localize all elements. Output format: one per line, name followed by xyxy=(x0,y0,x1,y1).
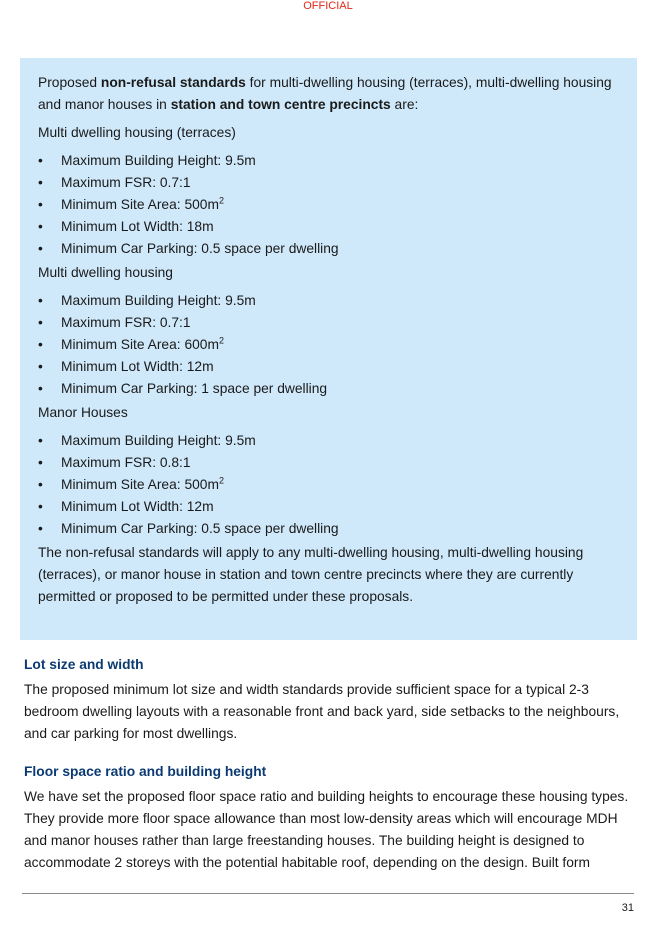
list-item xyxy=(38,290,619,312)
bullet-icon: • xyxy=(38,521,43,536)
list-item-text: Maximum FSR: 0.7:1 xyxy=(61,315,191,330)
group-title-manor-houses: Manor Houses xyxy=(38,405,128,420)
section-heading-fsr-height: Floor space ratio and building height xyxy=(24,764,267,779)
bullet-icon: • xyxy=(38,197,43,212)
list-item xyxy=(38,356,619,378)
list-item xyxy=(38,518,619,540)
list-item xyxy=(38,216,619,238)
bullet-icon: • xyxy=(38,337,43,352)
list-item-text: Minimum Site Area: 500m xyxy=(61,197,219,212)
list-item xyxy=(38,334,619,356)
list-item-text: Maximum Building Height: 9.5m xyxy=(61,293,256,308)
list-item xyxy=(38,312,619,334)
section-heading-lot-size: Lot size and width xyxy=(24,657,144,672)
list-item-text: Minimum Lot Width: 12m xyxy=(61,499,214,514)
list-item-text: Maximum FSR: 0.8:1 xyxy=(61,455,191,470)
standards-callout-box xyxy=(20,58,637,640)
intro-text-3: are: xyxy=(390,97,419,112)
bullet-icon: • xyxy=(38,175,43,190)
list-item-text: Minimum Lot Width: 18m xyxy=(61,219,214,234)
footer-divider xyxy=(22,893,634,894)
list-item xyxy=(38,194,619,216)
closing-paragraph: The non-refusal standards will apply to any multi-dwelling housing, multi-dwelling housing (terraces), or manor house in station and town centre precincts where they are currently permitted or proposed to be permitted under these proposals. xyxy=(38,545,584,604)
bullet-icon: • xyxy=(38,315,43,330)
superscript: 2 xyxy=(218,475,224,486)
list-item xyxy=(38,150,619,172)
section-text-fsr-height: We have set the proposed floor space ratio and building heights to encourage these housing types. They provide more floor space allowance than most low-density areas which will encourage MDH and manor houses rather than large freestanding houses. The building height is designed to accommodate 2 storeys with the potential habitable roof, depending on the design. Built form xyxy=(24,789,629,870)
bullet-icon: • xyxy=(38,499,43,514)
bullet-icon: • xyxy=(38,153,43,168)
list-item xyxy=(38,452,619,474)
list-item xyxy=(38,474,619,496)
list-item xyxy=(38,378,619,400)
standards-list-terraces xyxy=(38,150,619,260)
bullet-icon: • xyxy=(38,293,43,308)
list-item-text: Minimum Car Parking: 1 space per dwelling xyxy=(61,381,328,396)
list-item-text: Minimum Site Area: 600m xyxy=(61,337,219,352)
group-title-terraces: Multi dwelling housing (terraces) xyxy=(38,125,236,140)
intro-emphasis-1: non-refusal standards xyxy=(100,75,246,90)
page-number: 31 xyxy=(621,902,634,914)
list-item xyxy=(38,172,619,194)
list-item-text: Maximum Building Height: 9.5m xyxy=(61,433,256,448)
bullet-icon: • xyxy=(38,241,43,256)
list-item-text: Maximum Building Height: 9.5m xyxy=(61,153,256,168)
standards-list-multi-dwelling xyxy=(38,290,619,400)
classification-label: OFFICIAL xyxy=(303,0,353,12)
list-item xyxy=(38,238,619,260)
list-item xyxy=(38,496,619,518)
bullet-icon: • xyxy=(38,477,43,492)
bullet-icon: • xyxy=(38,359,43,374)
list-item-text: Minimum Car Parking: 0.5 space per dwelling xyxy=(61,521,339,536)
bullet-icon: • xyxy=(38,381,43,396)
list-item-text: Maximum FSR: 0.7:1 xyxy=(61,175,191,190)
intro-text-2: for multi-dwelling housing (terraces), multi-dwelling housing and manor houses in xyxy=(38,75,612,112)
list-item-text: Minimum Site Area: 500m xyxy=(61,477,219,492)
section-text-lot-size: The proposed minimum lot size and width standards provide sufficient space for a typical 2-3 bedroom dwelling layouts with a reasonable front and back yard, side setbacks to the neighbours, and car parking for most dwellings. xyxy=(24,682,620,741)
intro-emphasis-2: station and town centre precincts xyxy=(170,97,391,112)
superscript: 2 xyxy=(218,195,224,206)
intro-paragraph xyxy=(38,72,619,116)
standards-list-manor-houses xyxy=(38,430,619,540)
superscript: 2 xyxy=(218,335,224,346)
bullet-icon: • xyxy=(38,455,43,470)
group-title-multi-dwelling: Multi dwelling housing xyxy=(38,265,173,280)
intro-text-1: Proposed xyxy=(38,75,101,90)
list-item-text: Minimum Car Parking: 0.5 space per dwelling xyxy=(61,241,339,256)
list-item xyxy=(38,430,619,452)
bullet-icon: • xyxy=(38,219,43,234)
bullet-icon: • xyxy=(38,433,43,448)
list-item-text: Minimum Lot Width: 12m xyxy=(61,359,214,374)
